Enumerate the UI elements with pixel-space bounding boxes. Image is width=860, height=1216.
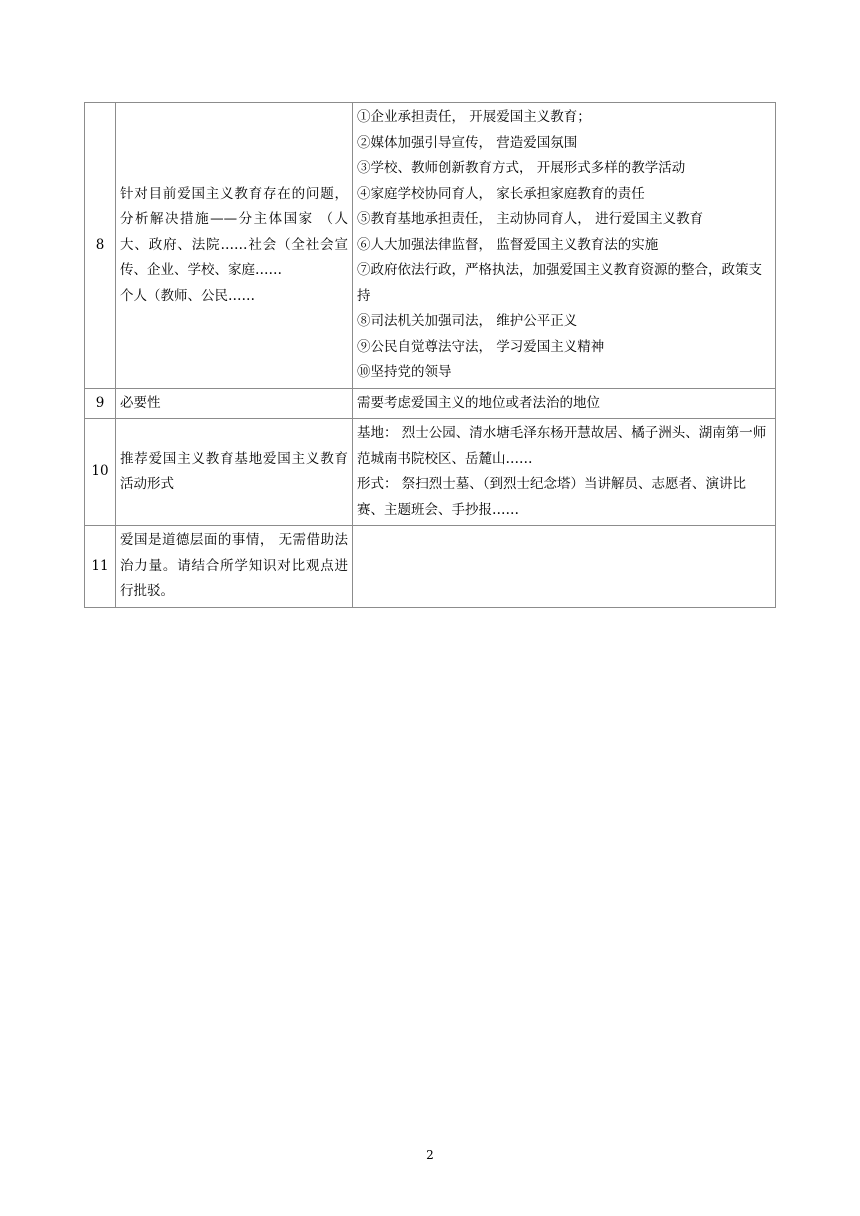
answer-line: ①企业承担责任， 开展爱国主义教育； xyxy=(357,109,591,125)
answer-line: ⑩坚持党的领导 xyxy=(357,364,452,380)
table-row xyxy=(85,419,776,526)
page-number: 2 xyxy=(426,1148,434,1162)
qa-table xyxy=(84,102,776,608)
question-line: 个人（教师、公民…… xyxy=(120,287,255,304)
row-number: 9 xyxy=(85,388,116,419)
answer-line: ⑥人大加强法律监督， 监督爱国主义教育法的实施 xyxy=(357,236,659,253)
question-line: 针对目前爱国主义教育存在的问题， 分析解决措施——分主体国家 （人大、政府、法院……社会（全社会宣传、企业、学校、家庭…… xyxy=(120,185,348,278)
answer-cell xyxy=(353,419,776,526)
answer-line: ④家庭学校协同育人， 家长承担家庭教育的责任 xyxy=(357,185,645,202)
answer-line: ②媒体加强引导宣传， 营造爱国氛围 xyxy=(357,134,578,151)
table-row xyxy=(85,526,776,608)
row-number: 11 xyxy=(85,526,116,608)
question-cell: 推荐爱国主义教育基地爱国主义教育活动形式 xyxy=(116,419,353,526)
table-row xyxy=(85,388,776,419)
row-number: 8 xyxy=(85,103,116,389)
question-cell xyxy=(116,103,353,389)
answer-line: ⑨公民自觉尊法守法， 学习爱国主义精神 xyxy=(357,338,605,355)
question-cell: 爱国是道德层面的事情， 无需借助法治力量。请结合所学知识对比观点进行批驳。 xyxy=(116,526,353,608)
answer-cell xyxy=(353,526,776,608)
answer-line: ⑧司法机关加强司法， 维护公平正义 xyxy=(357,313,578,329)
answer-line: ⑤教育基地承担责任， 主动协同育人， 进行爱国主义教育 xyxy=(357,211,704,227)
answer-line: 基地： 烈士公园、清水塘毛泽东杨开慧故居、橘子洲头、湖南第一师范城南书院校区、岳麓山…… xyxy=(357,425,767,467)
table-row xyxy=(85,103,776,389)
row-number: 10 xyxy=(85,419,116,526)
answer-line: ③学校、教师创新教育方式， 开展形式多样的教学活动 xyxy=(357,160,686,176)
answer-line: ⑦政府依法行政，严格执法，加强爱国主义教育资源的整合，政策支持 xyxy=(357,262,762,304)
question-cell: 必要性 xyxy=(116,388,353,419)
answer-line: 形式： 祭扫烈士墓、（到烈士纪念塔）当讲解员、志愿者、演讲比赛、主题班会、手抄报…… xyxy=(357,476,747,518)
answer-cell xyxy=(353,103,776,389)
answer-cell: 需要考虑爱国主义的地位或者法治的地位 xyxy=(353,388,776,419)
